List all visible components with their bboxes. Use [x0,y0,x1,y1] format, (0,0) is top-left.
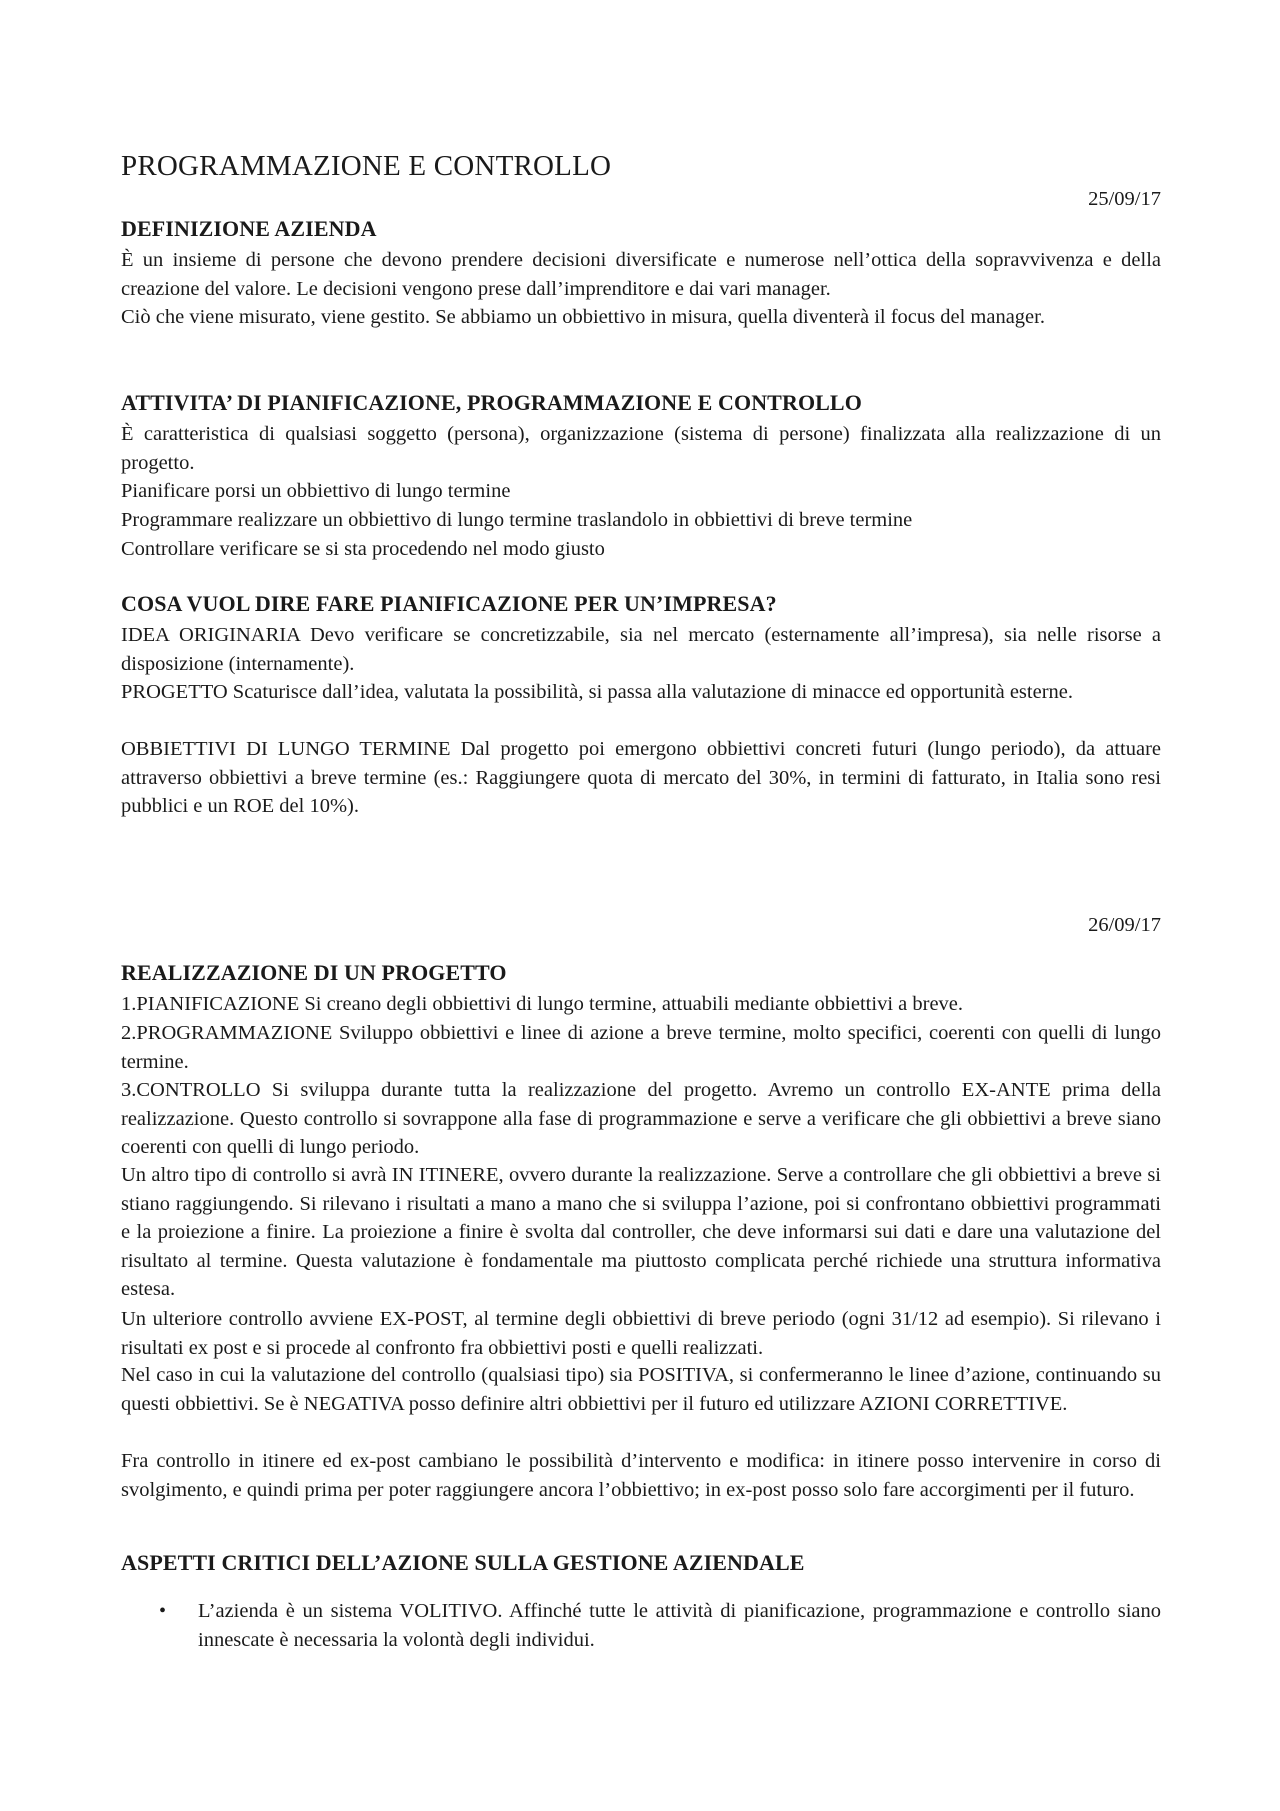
list-item-text: L’azienda è un sistema VOLITIVO. Affinché tutte le attività di pianificazione, programmazione e controllo siano innescate è necessaria la volontà degli individui. [198,1600,1161,1651]
paragraph: Fra controllo in itinere ed ex-post cambiano le possibilità d’intervento e modifica: in itinere posso intervenire in corso di svolgimento, e quindi prima per poter raggiungere ancora l’obbiettivo; in ex-post posso solo fare accorgimenti per il futuro. [121,1450,1161,1501]
document-title: PROGRAMMAZIONE E CONTROLLO [121,150,612,182]
section-heading-aspetti: ASPETTI CRITICI DELL’AZIONE SULLA GESTIONE AZIENDALE [121,1550,805,1575]
bullet-list [121,1597,1161,1654]
section-heading-pianificazione: COSA VUOL DIRE FARE PIANIFICAZIONE PER UN’IMPRESA? [121,591,777,616]
list-item [121,1597,1161,1654]
paragraph: Nel caso in cui la valutazione del controllo (qualsiasi tipo) sia POSITIVA, si confermeranno le linee d’azione, continuando su questi obbiettivi. Se è NEGATIVA posso definire altri obbiettivi per il futuro ed utilizzare AZIONI CORRETTIVE. [121,1364,1161,1415]
definition-line: Programmare realizzare un obbiettivo di lungo termine traslandolo in obbiettivi di breve termine [121,509,913,531]
section-heading-realizzazione: REALIZZAZIONE DI UN PROGETTO [121,960,507,985]
definition-line: Controllare verificare se si sta procedendo nel modo giusto [121,538,605,560]
paragraph: 2.PROGRAMMAZIONE Sviluppo obbiettivi e linee di azione a breve termine, molto specifici, coerenti con quelli di lungo termine. [121,1022,1161,1073]
date-label: 26/09/17 [1088,914,1161,936]
paragraph: È un insieme di persone che devono prendere decisioni diversificate e numerose nell’ottica della sopravvivenza e della creazione del valore. Le decisioni vengono prese dall’imprenditore e dai vari manager. [121,249,1161,300]
definition-line: Pianificare porsi un obbiettivo di lungo termine [121,480,511,502]
paragraph: OBBIETTIVI DI LUNGO TERMINE Dal progetto poi emergono obbiettivi concreti futuri (lungo periodo), da attuare attraverso obbiettivi a breve termine (es.: Raggiungere quota di mercato del 30%, in termini di fatturato, in Italia sono resi pubblici e un ROE del 10%). [121,738,1161,818]
paragraph: 1.PIANIFICAZIONE Si creano degli obbiettivi di lungo termine, attuabili mediante obbiettivi a breve. [121,993,964,1015]
date-label: 25/09/17 [1088,188,1161,210]
paragraph: Un altro tipo di controllo si avrà IN ITINERE, ovvero durante la realizzazione. Serve a controllare che gli obbiettivi a breve si stiano raggiungendo. Si rilevano i risultati a mano a mano che si sviluppa l’azione, poi si confrontano obbiettivi programmati e la proiezione a finire. La proiezione a finire è svolta dal controller, che deve informarsi sui dati e dare una valutazione del risultato al termine. Questa valutazione è fondamentale ma piuttosto complicata perché richiede una struttura informativa estesa. [121,1164,1161,1301]
paragraph: Ciò che viene misurato, viene gestito. Se abbiamo un obbiettivo in misura, quella diventerà il focus del manager. [121,306,1045,328]
paragraph: PROGETTO Scaturisce dall’idea, valutata la possibilità, si passa alla valutazione di minacce ed opportunità esterne. [121,681,1074,703]
paragraph: È caratteristica di qualsiasi soggetto (persona), organizzazione (sistema di persone) finalizzata alla realizzazione di un progetto. [121,423,1161,474]
section-heading-attivita: ATTIVITA’ DI PIANIFICAZIONE, PROGRAMMAZIONE E CONTROLLO [121,390,862,415]
paragraph: 3.CONTROLLO Si sviluppa durante tutta la realizzazione del progetto. Avremo un controllo EX-ANTE prima della realizzazione. Questo controllo si sovrappone alla fase di programmazione e serve a verificare che gli obbiettivi a breve siano coerenti con quelli di lungo periodo. [121,1079,1161,1159]
bullet-icon: • [159,1600,167,1622]
paragraph: IDEA ORIGINARIA Devo verificare se concretizzabile, sia nel mercato (esternamente all’impresa), sia nelle risorse a disposizione (internamente). [121,624,1161,675]
paragraph: Un ulteriore controllo avviene EX-POST, al termine degli obbiettivi di breve periodo (ogni 31/12 ad esempio). Si rilevano i risultati ex post e si procede al confronto fra obbiettivi posti e quelli realizzati. [121,1308,1161,1359]
section-heading-definizione: DEFINIZIONE AZIENDA [121,216,377,241]
